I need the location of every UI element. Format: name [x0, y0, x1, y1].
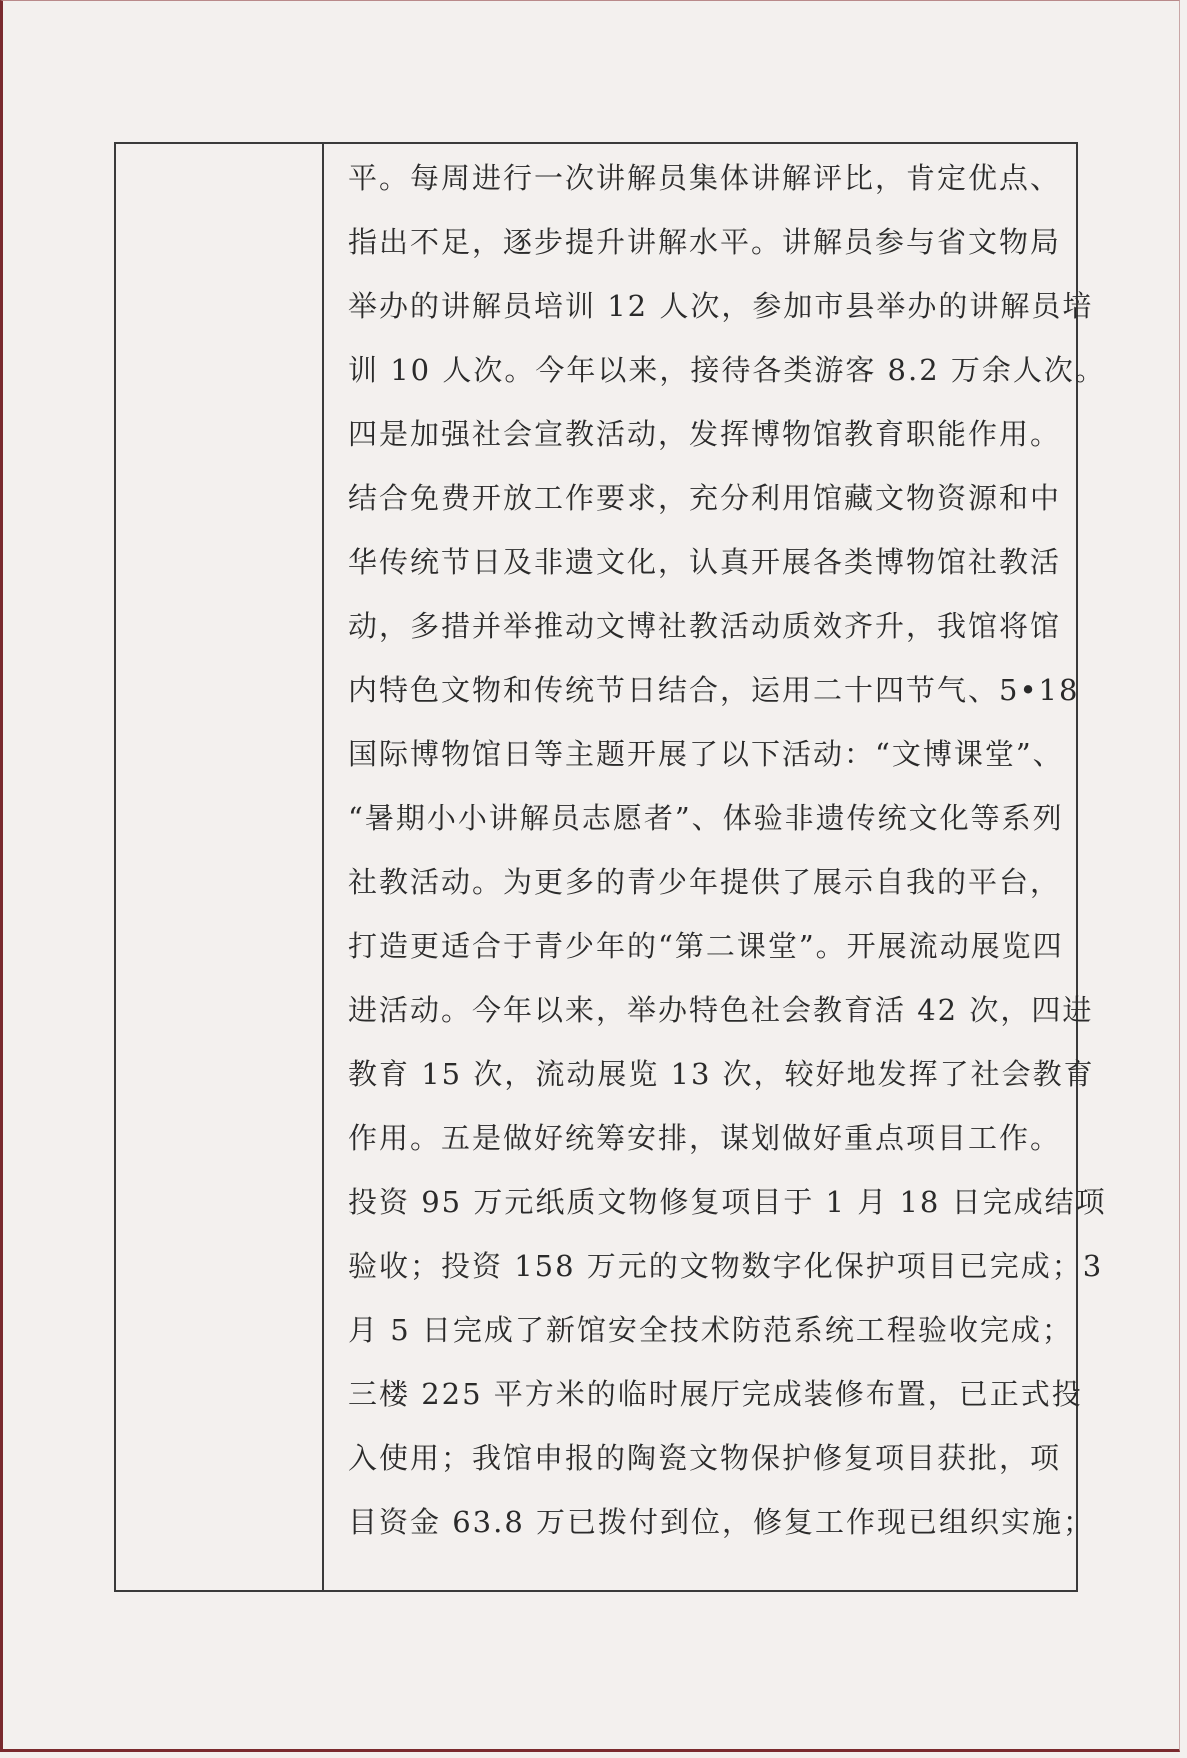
- text-line: 三楼 225 平方米的临时展厅完成装修布置，已正式投: [348, 1377, 1083, 1411]
- text-line: 华传统节日及非遗文化，认真开展各类博物馆社教活: [348, 545, 1062, 579]
- text-line: 进活动。今年以来，举办特色社会教育活 42 次，四进: [348, 993, 1094, 1027]
- text-line: 四是加强社会宣教活动，发挥博物馆教育职能作用。: [348, 417, 1062, 451]
- text-line: 指出不足，逐步提升讲解水平。讲解员参与省文物局: [348, 225, 1062, 259]
- text-line: 验收；投资 158 万元的文物数字化保护项目已完成；3: [348, 1249, 1104, 1283]
- text-line: 动，多措并举推动文博社教活动质效齐升，我馆将馆: [348, 609, 1062, 643]
- text-line: 举办的讲解员培训 12 人次，参加市县举办的讲解员培: [348, 289, 1094, 323]
- text-line: 打造更适合于青少年的“第二课堂”。开展流动展览四: [348, 929, 1064, 963]
- document-table: [114, 142, 1107, 1592]
- text-line: 作用。五是做好统筹安排，谋划做好重点项目工作。: [348, 1121, 1062, 1155]
- text-line: 目资金 63.8 万已拨付到位，修复工作现已组织实施；: [348, 1505, 1095, 1539]
- text-line: 月 5 日完成了新馆安全技术防范系统工程验收完成；: [348, 1313, 1073, 1347]
- text-line: 内特色文物和传统节日结合，运用二十四节气、5•18: [348, 673, 1080, 707]
- text-line: “暑期小小讲解员志愿者”、体验非遗传统文化等系列: [348, 801, 1064, 835]
- text-line: 教育 15 次，流动展览 13 次，较好地发挥了社会教育: [348, 1057, 1095, 1091]
- text-line: 结合免费开放工作要求，充分利用馆藏文物资源和中: [348, 481, 1062, 515]
- table-label-cell: [116, 144, 324, 1590]
- text-line: 训 10 人次。今年以来，接待各类游客 8.2 万余人次。: [348, 353, 1106, 387]
- text-line: 社教活动。为更多的青少年提供了展示自我的平台，: [348, 865, 1062, 899]
- text-line: 入使用；我馆申报的陶瓷文物保护修复项目获批，项: [348, 1441, 1062, 1475]
- text-line: 投资 95 万元纸质文物修复项目于 1 月 18 日完成结项: [348, 1185, 1107, 1219]
- table-content-cell: [324, 144, 1107, 1590]
- text-line: 国际博物馆日等主题开展了以下活动：“文博课堂”、: [348, 737, 1064, 771]
- text-line: 平。每周进行一次讲解员集体讲解评比，肯定优点、: [348, 161, 1062, 195]
